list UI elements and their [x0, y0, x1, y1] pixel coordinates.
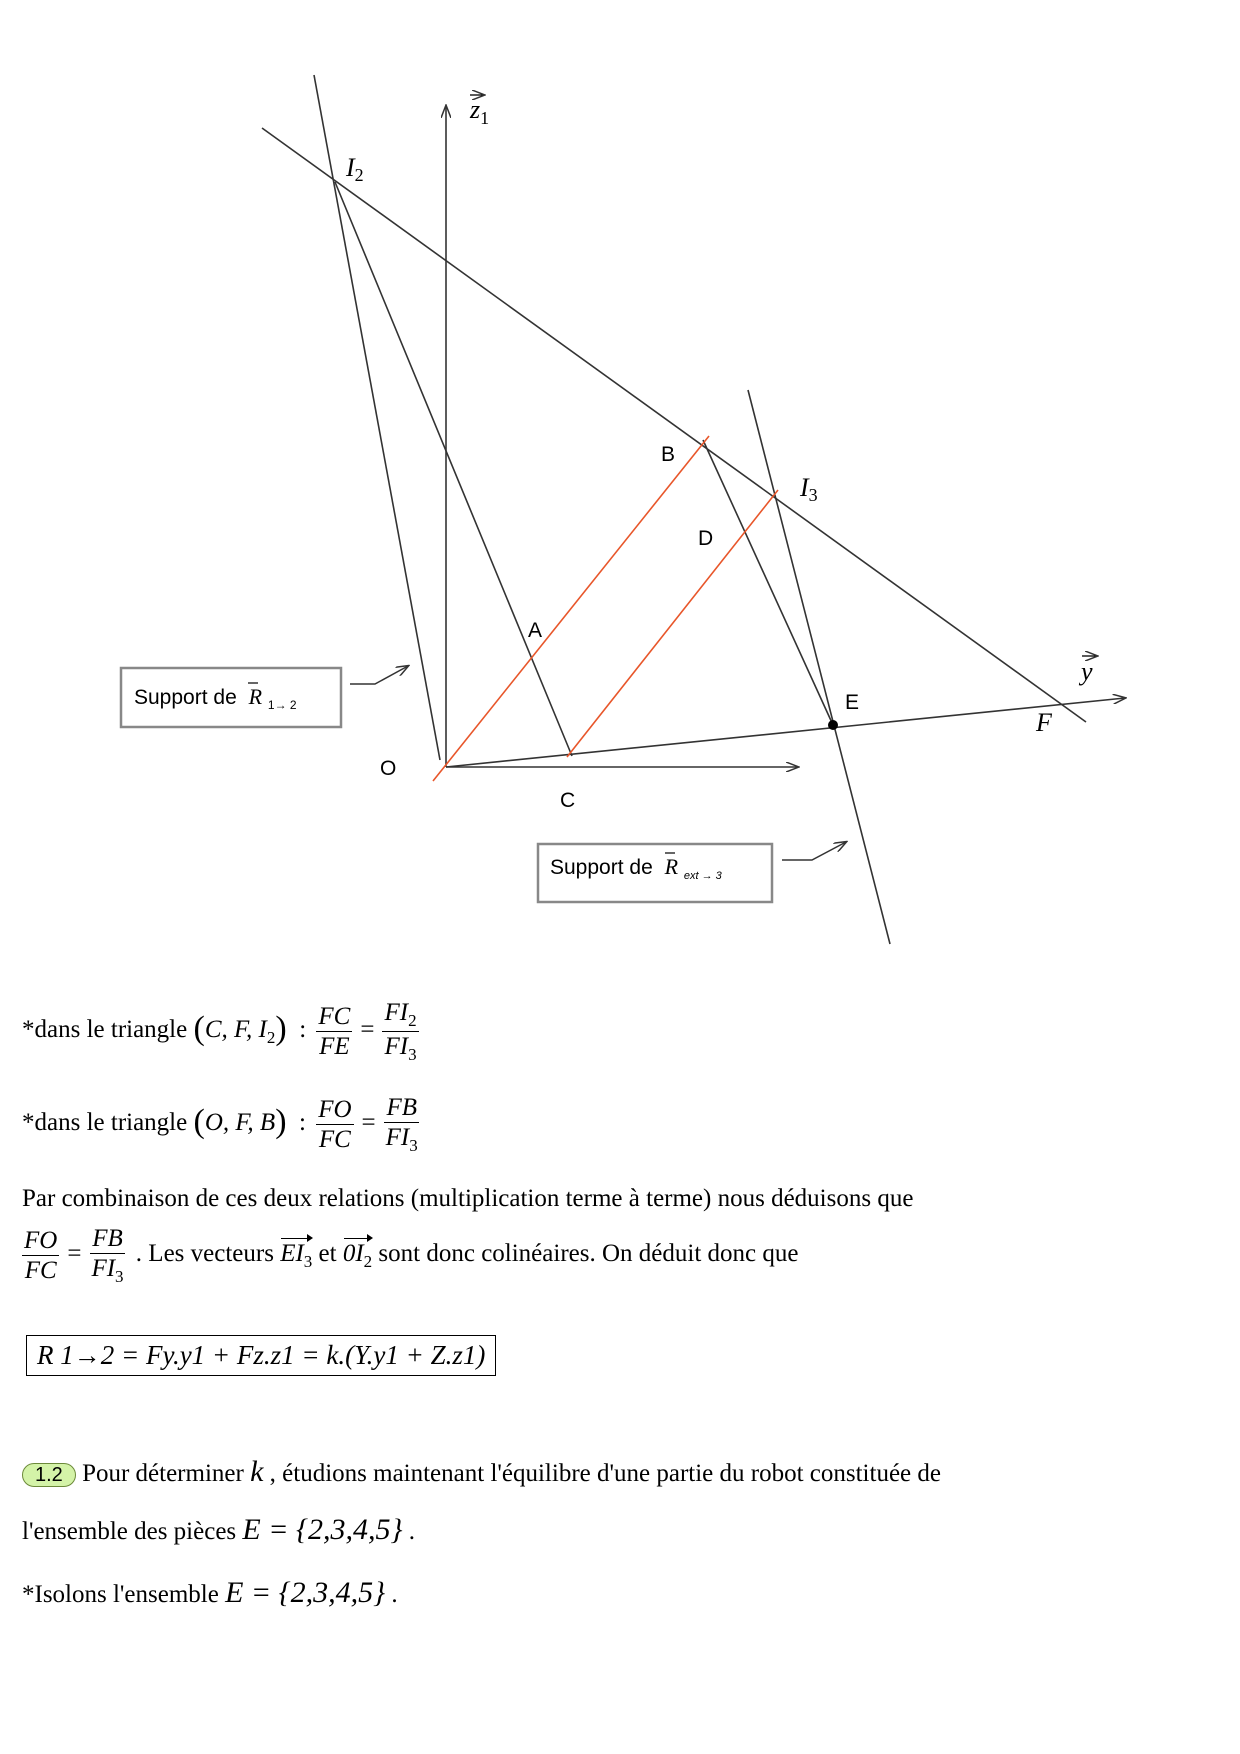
fraction-num: FB	[92, 1225, 123, 1252]
period-2: .	[391, 1581, 398, 1608]
fraction-num: FB	[386, 1094, 417, 1121]
label-i2: I2	[346, 153, 364, 185]
fraction-num	[382, 1000, 418, 1032]
fraction-den-sub: 3	[115, 1267, 124, 1286]
triangle-relation-1	[22, 1000, 423, 1063]
fraction-den-sub: 3	[409, 1136, 418, 1155]
fraction-den: FE	[319, 1033, 350, 1060]
colon: :	[292, 1109, 306, 1137]
fraction-den-text: FI	[385, 1124, 410, 1151]
line-i2-c	[335, 182, 572, 756]
isolate-text: *Isolons l'ensemble	[22, 1581, 219, 1608]
label-e: E	[845, 691, 860, 714]
section-1-2-text-2: , étudions maintenant l'équilibre d'une partie du robot constituée de	[269, 1460, 941, 1487]
fraction-den-sub: 3	[408, 1045, 417, 1064]
triangle-2-vertices: O, F, B	[204, 1109, 276, 1137]
fraction-den	[384, 1123, 420, 1154]
fraction-num: FC	[318, 1003, 351, 1030]
section-1-2-text-1: Pour déterminer	[82, 1460, 244, 1487]
fraction-num: FO	[318, 1096, 352, 1123]
paren-open: (	[193, 1010, 205, 1048]
section-1-2-paragraph	[22, 1457, 941, 1487]
isolate-line	[22, 1578, 398, 1608]
triangle-1-vertices-sub: 2	[266, 1028, 276, 1048]
fraction-den-text: FI	[384, 1033, 409, 1060]
paren-close: )	[275, 1010, 287, 1048]
callout-rext3-text: Support de R $_{ext \to 3}$	[550, 854, 722, 882]
equals-sign: =	[67, 1240, 82, 1268]
fraction-fi2-fi3	[382, 1000, 418, 1063]
fraction-den-text: FI	[91, 1255, 116, 1282]
fraction-den: FC	[24, 1257, 57, 1284]
pieces-set-text: l'ensemble des pièces	[22, 1518, 237, 1545]
fraction-den	[382, 1032, 418, 1063]
vector-oi2-text: 0I	[342, 1240, 364, 1268]
construction-line-ci3	[567, 490, 778, 757]
fraction-num-sub: 2	[408, 1011, 417, 1030]
line-b-e	[703, 440, 833, 725]
vector-oi2-sub: 2	[363, 1252, 373, 1272]
equals-sign: =	[360, 1016, 375, 1044]
combination-paragraph: Par combinaison de ces deux relations (multiplication terme à terme) nous déduisons que	[22, 1185, 914, 1212]
set-expression-1: E = {2,3,4,5}	[242, 1513, 403, 1546]
collinearity-line	[18, 1226, 798, 1285]
period-1: .	[408, 1518, 415, 1545]
label-z-axis: $z_1$	[470, 95, 490, 128]
vector-oi2	[343, 1241, 372, 1270]
label-b: B	[661, 443, 676, 466]
label-c: C	[560, 789, 576, 812]
section-1-2-line-2	[22, 1515, 415, 1545]
line-i2-f	[262, 128, 1086, 722]
label-o: O	[380, 757, 397, 780]
label-y-axis: y	[1081, 657, 1093, 686]
label-i3: I3	[800, 473, 818, 505]
collinearity-text-1: . Les vecteurs	[135, 1240, 274, 1268]
fraction-num: FO	[24, 1227, 58, 1254]
paren-close: )	[275, 1103, 287, 1141]
point-e-dot	[828, 720, 838, 730]
label-a: A	[528, 619, 543, 642]
fraction-fb-fi3-2	[89, 1226, 125, 1285]
callout-r12-text: Support de R $_{1\to 2}$	[134, 684, 297, 712]
collinearity-et: et	[318, 1240, 337, 1268]
vector-ei3-text: EI	[280, 1240, 304, 1268]
support-line-r12	[314, 75, 440, 760]
triangle-relation-2	[22, 1095, 424, 1154]
fraction-den: FC	[318, 1126, 351, 1153]
fraction-fo-fc	[316, 1097, 353, 1152]
boxed-result-formula: R 1→2 = Fy.y1 + Fz.z1 = k.(Y.y1 + Z.z1)	[26, 1335, 496, 1376]
label-f: F	[1036, 708, 1052, 737]
triangle-1-prefix: *dans le triangle	[22, 1016, 188, 1044]
construction-line-ob	[433, 436, 709, 781]
callout-r12-arrow	[350, 666, 408, 684]
fraction-num-text: FI	[384, 999, 409, 1026]
callout-rext3-arrow	[782, 842, 846, 860]
fraction-den	[89, 1254, 125, 1285]
fraction-fc-fe	[316, 1004, 352, 1059]
paren-open: (	[193, 1103, 205, 1141]
collinearity-text-2: sont donc colinéaires. On déduit donc que	[378, 1240, 799, 1268]
fraction-fb-fi3	[384, 1095, 420, 1154]
equals-sign: =	[361, 1109, 376, 1137]
label-d: D	[698, 527, 714, 550]
k-symbol: k	[250, 1455, 264, 1488]
colon: :	[292, 1016, 307, 1044]
vector-ei3-sub: 3	[303, 1252, 313, 1272]
y-axis	[446, 698, 1125, 767]
triangle-2-prefix: *dans le triangle	[22, 1109, 188, 1137]
fraction-fo-fc-2	[22, 1228, 59, 1283]
question-badge: 1.2	[22, 1463, 76, 1487]
set-expression-2: E = {2,3,4,5}	[225, 1576, 386, 1609]
vector-ei3	[280, 1241, 312, 1270]
triangle-1-vertices: C, F, I	[204, 1016, 267, 1044]
